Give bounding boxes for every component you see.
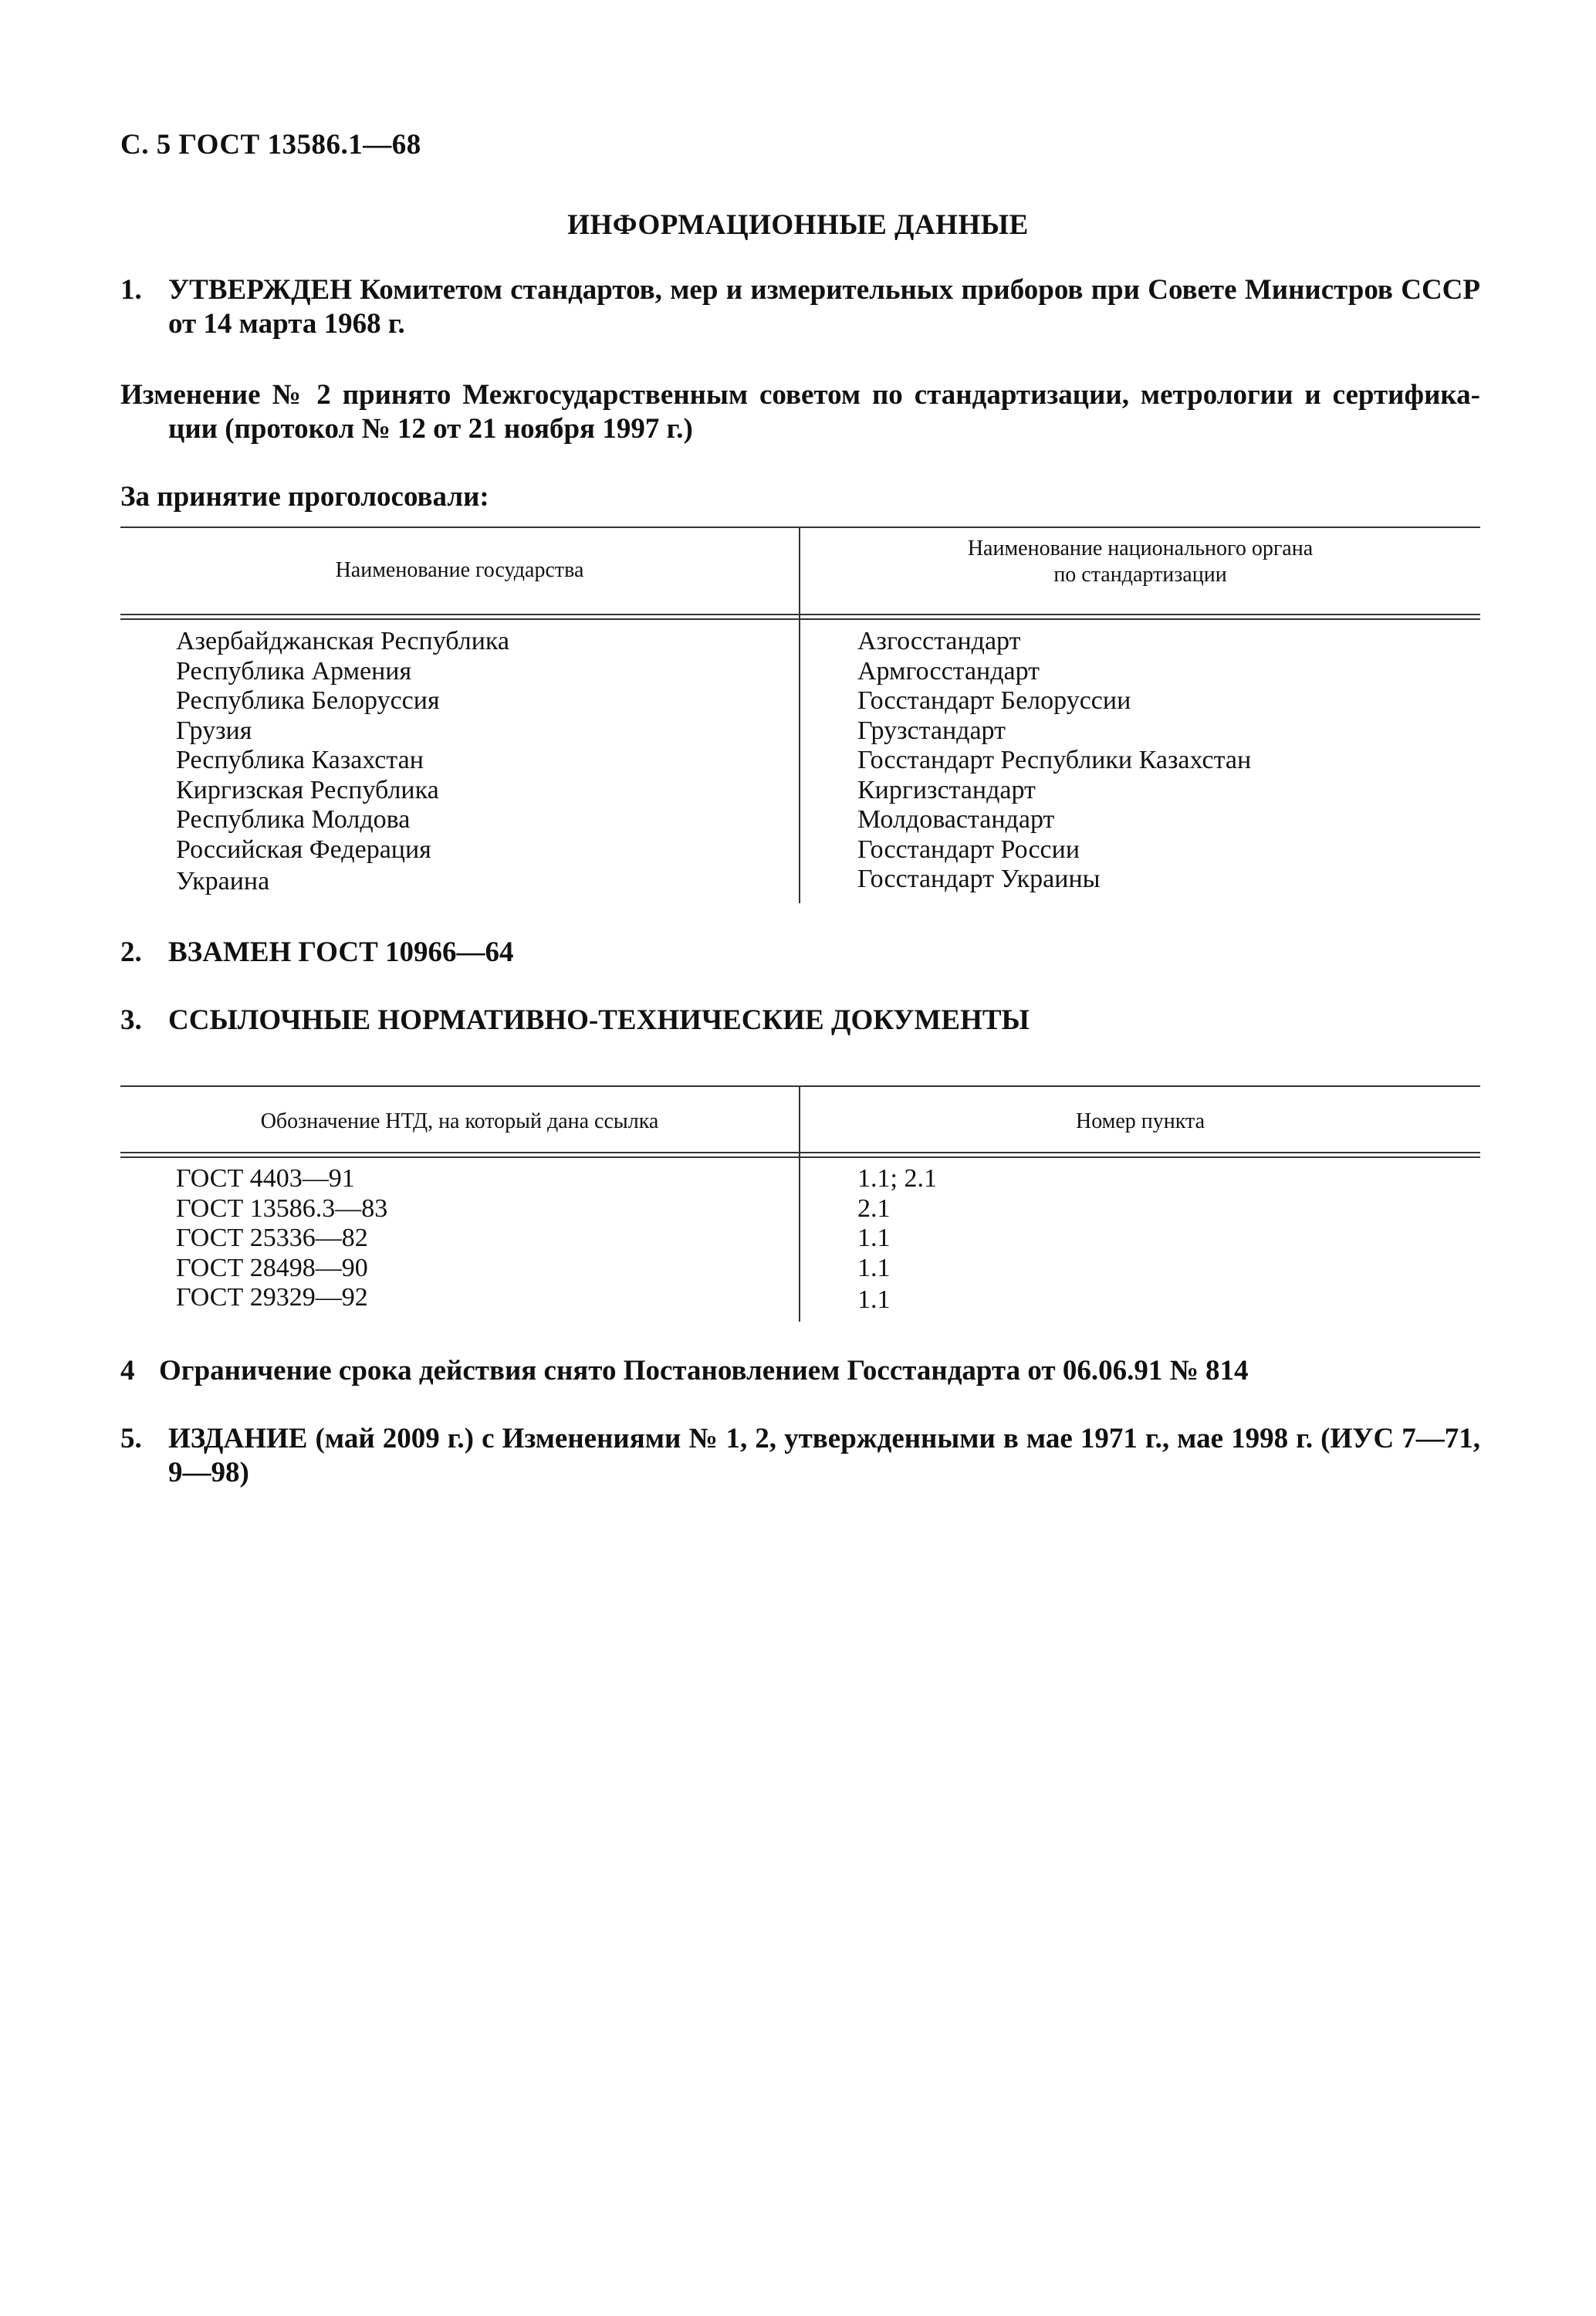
table-cell-clause: 1.1 [857,1224,891,1252]
voted-heading: За принятие проголосовали: [120,481,489,513]
item-number: 5. [120,1423,142,1454]
table-cell-state: Украина [176,867,270,896]
table-cell-body: Армгосстандарт [857,656,1040,686]
table-cell-state: Республика Молдова [176,805,411,834]
table-cell-designation: ГОСТ 13586.3—83 [176,1194,388,1223]
clause-column [857,1164,937,1315]
item-edition [120,1422,1480,1490]
column-header-clause: Номер пункта [1075,1109,1205,1133]
table-cell-clause: 1.1; 2.1 [857,1164,937,1193]
standards-body-column [857,627,1251,895]
change-note-line-2: ции (протокол № 12 от 21 ноября 1997 г.) [168,413,693,445]
table-top-rule [120,1085,1480,1087]
table-cell-state: Азербайджанская Республика [176,627,510,655]
change-note-line-1: Изменение № 2 принято Межгосударственным советом по стандартизации, метрологии и сертифика- [120,379,1480,411]
page-header: С. 5 ГОСТ 13586.1—68 [120,129,421,161]
table-cell-state: Республика Казахстан [176,746,424,774]
item-approved [120,273,1480,341]
table-cell-body: Молдовастандарт [857,805,1055,834]
table-cell-designation: ГОСТ 25336—82 [176,1224,368,1252]
item-replaced [120,936,1480,970]
column-header-designation: Обозначение НТД, на который дана ссылка [260,1109,659,1133]
item-text: ВЗАМЕН ГОСТ 10966—64 [168,936,514,968]
column-header-line: по стандартизации [1053,563,1227,587]
table-cell-designation: ГОСТ 4403—91 [176,1164,355,1193]
table-cell-body: Госстандарт Республики Казахстан [857,746,1252,774]
table-cell-body: Азгосстандарт [857,627,1021,655]
item-text: ССЫЛОЧНЫЕ НОРМАТИВНО-ТЕХНИЧЕСКИЕ ДОКУМЕНТЫ [168,1004,1030,1036]
table-cell-state: Киргизская Республика [176,775,439,804]
column-header-line: Наименование национального органа [967,537,1314,560]
table-top-rule [120,527,1480,528]
table-cell-body: Грузстандарт [857,716,1006,745]
state-column [176,627,509,897]
designation-column [176,1164,387,1313]
table-cell-designation: ГОСТ 29329—92 [176,1283,368,1312]
table-cell-state: Республика Белоруссия [176,686,440,715]
item-reference-documents [120,1004,1480,1038]
item-text: ИЗДАНИЕ (май 2009 г.) с Изменениями № 1, 2, утвержденными в мае 1971 г., мае 1998 г. (ИУС 7—71, 9—98) [168,1423,1480,1488]
table-cell-state: Российская Федерация [176,835,431,864]
item-number: 1. [120,274,142,306]
table-header-rule [120,614,1480,620]
item-text: УТВЕРЖДЕН Комитетом стандартов, мер и измерительных приборов при Совете Министров СССР от 14 марта 1968 г. [168,274,1480,340]
table-cell-designation: ГОСТ 28498—90 [176,1253,368,1282]
item-number: 3. [120,1004,142,1036]
column-header-state: Наименование государства [335,558,584,582]
item-number: 4 [120,1355,135,1387]
states-table [120,527,1480,903]
item-limitation-removed [120,1354,1480,1388]
table-cell-clause: 1.1 [857,1253,891,1282]
table-cell-clause: 1.1 [857,1285,891,1314]
table-cell-clause: 2.1 [857,1194,891,1223]
references-table [120,1085,1480,1322]
item-text: Ограничение срока действия снято Постановлением Госстандарта от 06.06.91 № 814 [159,1355,1249,1387]
table-cell-state: Грузия [176,716,252,745]
document-title: ИНФОРМАЦИОННЫЕ ДАННЫЕ [567,209,1029,241]
column-header-standards-body [800,536,1480,588]
table-cell-state: Республика Армения [176,656,412,686]
table-cell-body: Киргизстандарт [857,775,1036,804]
change-note [120,378,1480,446]
table-cell-body: Госстандарт Белоруссии [857,686,1131,715]
table-cell-body: Госстандарт Украины [857,865,1101,893]
item-number: 2. [120,936,142,968]
table-cell-body: Госстандарт России [857,835,1080,864]
table-header-rule [120,1152,1480,1158]
